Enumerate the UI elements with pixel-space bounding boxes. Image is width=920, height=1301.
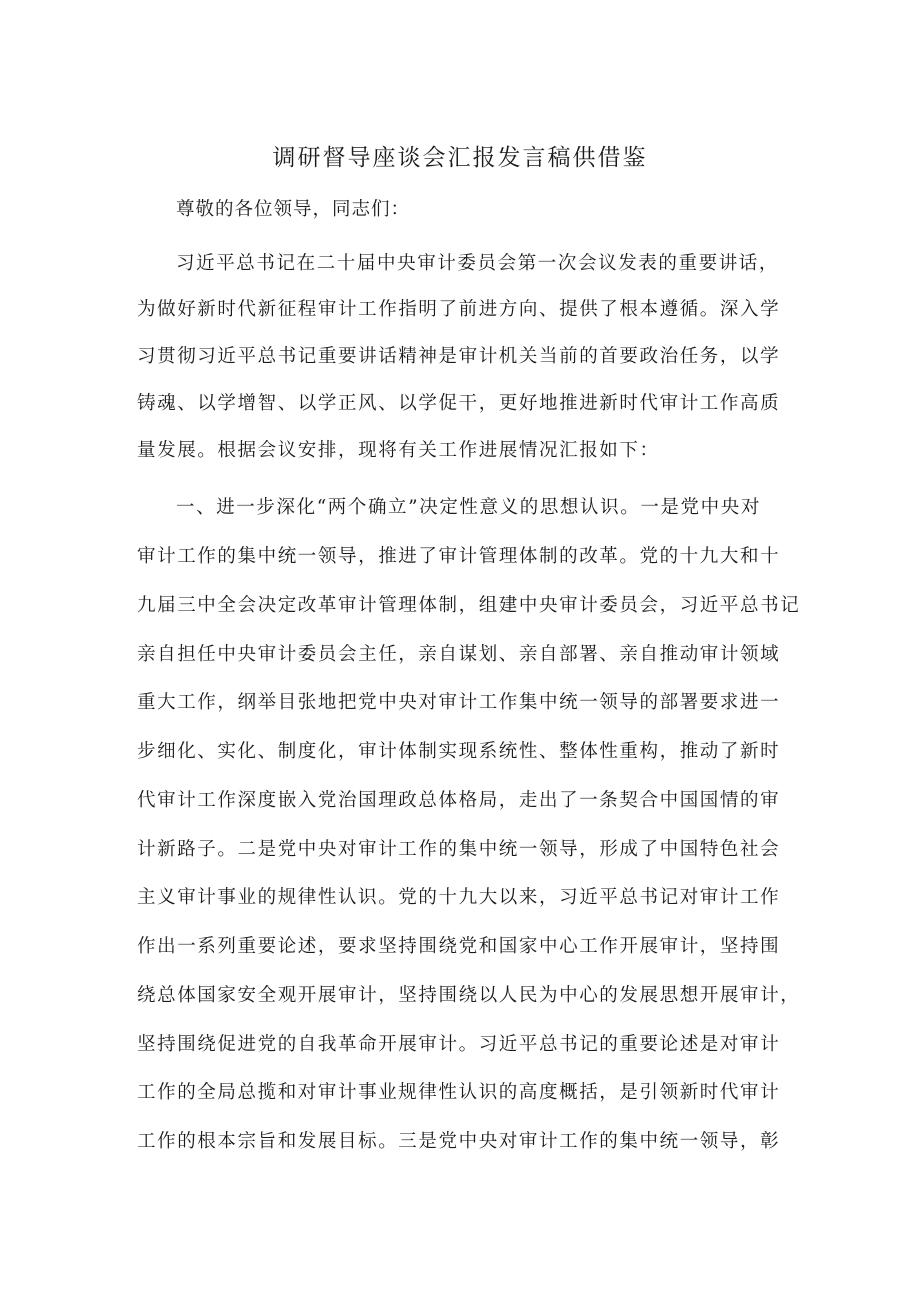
body-line: 习贯彻习近平总书记重要讲话精神是审计机关当前的首要政治任务，以学 bbox=[137, 346, 781, 367]
greeting: 尊敬的各位领导，同志们： bbox=[176, 199, 411, 220]
body-line: 代审计工作深度嵌入党治国理政总体格局，走出了一条契合中国国情的审 bbox=[137, 790, 781, 811]
body-line: 九届三中全会决定改革审计管理体制，组建中央审计委员会，习近平总书记 bbox=[137, 595, 801, 616]
body-line: 步细化、实化、制度化，审计体制实现系统性、整体性重构，推动了新时 bbox=[137, 741, 781, 762]
body-line: 工作的全局总揽和对审计事业规律性认识的高度概括，是引领新时代审计 bbox=[137, 1082, 781, 1103]
body-line: 一、进一步深化“两个确立”决定性意义的思想认识。一是党中央对 bbox=[176, 497, 761, 518]
body-line: 坚持围绕促进党的自我革命开展审计。习近平总书记的重要论述是对审计 bbox=[137, 1034, 781, 1055]
body-line: 亲自担任中央审计委员会主任，亲自谋划、亲自部署、亲自推动审计领域 bbox=[137, 644, 781, 665]
body-line: 主义审计事业的规律性认识。党的十九大以来，习近平总书记对审计工作 bbox=[137, 887, 781, 908]
body-line: 铸魂、以学增智、以学正风、以学促干，更好地推进新时代审计工作高质 bbox=[137, 393, 781, 414]
body-line: 量发展。根据会议安排，现将有关工作进展情况汇报如下： bbox=[137, 440, 660, 461]
document-title: 调研督导座谈会汇报发言稿供借鉴 bbox=[272, 145, 648, 171]
body-line: 工作的根本宗旨和发展目标。三是党中央对审计工作的集中统一领导，彰 bbox=[137, 1131, 781, 1152]
body-line: 绕总体国家安全观开展审计，坚持围绕以人民为中心的发展思想开展审计， bbox=[137, 985, 801, 1006]
body-line: 计新路子。二是党中央对审计工作的集中统一领导，形成了中国特色社会 bbox=[137, 839, 781, 860]
body-line: 重大工作，纲举目张地把党中央对审计工作集中统一领导的部署要求进一 bbox=[137, 692, 781, 713]
body-line: 作出一系列重要论述，要求坚持围绕党和国家中心工作开展审计，坚持围 bbox=[137, 936, 781, 957]
body-line: 为做好新时代新征程审计工作指明了前进方向、提供了根本遵循。深入学 bbox=[137, 299, 781, 320]
body-line: 审计工作的集中统一领导，推进了审计管理体制的改革。党的十九大和十 bbox=[137, 546, 781, 567]
body-line: 习近平总书记在二十届中央审计委员会第一次会议发表的重要讲话， bbox=[176, 253, 780, 274]
